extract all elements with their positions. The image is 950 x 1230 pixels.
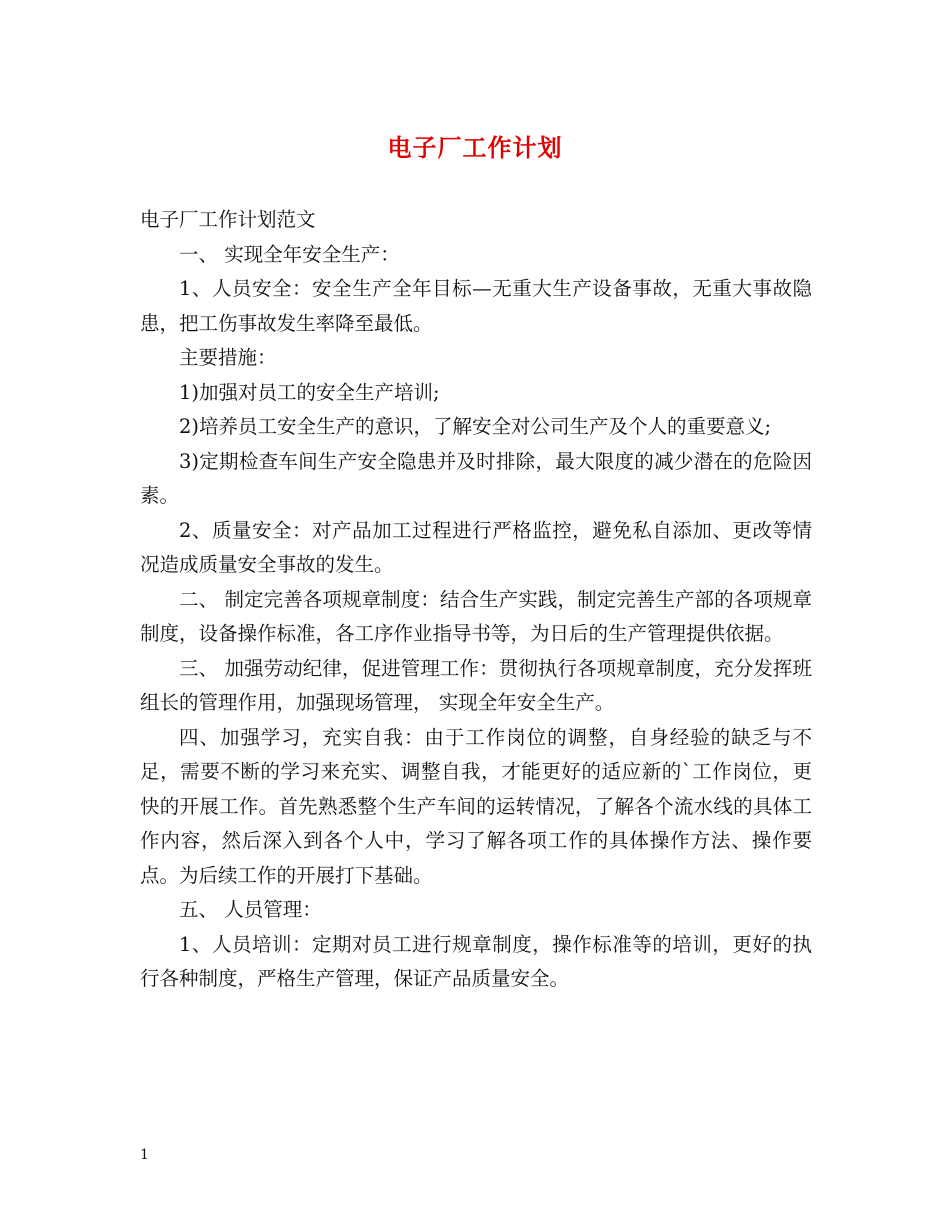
paragraph: 电子厂工作计划范文 [140, 208, 316, 231]
paragraph: 1)加强对员工的安全生产培训; [179, 380, 440, 404]
page-number: 1 [140, 1147, 149, 1163]
paragraph: 四、加强学习，充实自我：由于工作岗位的调整，自身经验的缺乏与不足，需要不断的学习来充实、调整自我，才能更好的适应新的`工作岗位，更快的开展工作。首先熟悉整个生产车间的运转情况，了解各个流水线的具体工作内容，然后深入到各个人中，学习了解各项工作的具体操作方法、操作要点。为后续工作的开展打下基础。 [140, 725, 812, 887]
paragraph: 一、 实现全年安全生产： [179, 242, 400, 266]
document-body [140, 203, 812, 997]
paragraph: 主要措施： [179, 346, 277, 369]
paragraph: 2、质量安全：对产品加工过程进行严格监控，避免私自添加、更改等情况造成质量安全事故的发生。 [140, 518, 812, 576]
paragraph: 3)定期检查车间生产安全隐患并及时排除，最大限度的减少潜在的危险因素。 [140, 449, 812, 507]
paragraph: 二、 制定完善各项规章制度：结合生产实践，制定完善生产部的各项规章制度，设备操作标准，各工序作业指导书等，为日后的生产管理提供依据。 [140, 587, 812, 645]
paragraph: 2)培养员工安全生产的意识，了解安全对公司生产及个人的重要意义; [179, 415, 772, 438]
paragraph: 三、 加强劳动纪律，促进管理工作：贯彻执行各项规章制度，充分发挥班组长的管理作用，加强现场管理， 实现全年安全生产。 [140, 656, 812, 714]
paragraph: 五、 人员管理： [179, 898, 322, 921]
document-title: 电子厂工作计划 [387, 133, 563, 162]
paragraph: 1、人员安全：安全生产全年目标—无重大生产设备事故，无重大事故隐患，把工伤事故发生率降至最低。 [140, 277, 812, 335]
paragraph: 1、人员培训：定期对员工进行规章制度，操作标准等的培训，更好的执行各种制度，严格生产管理，保证产品质量安全。 [140, 932, 812, 990]
